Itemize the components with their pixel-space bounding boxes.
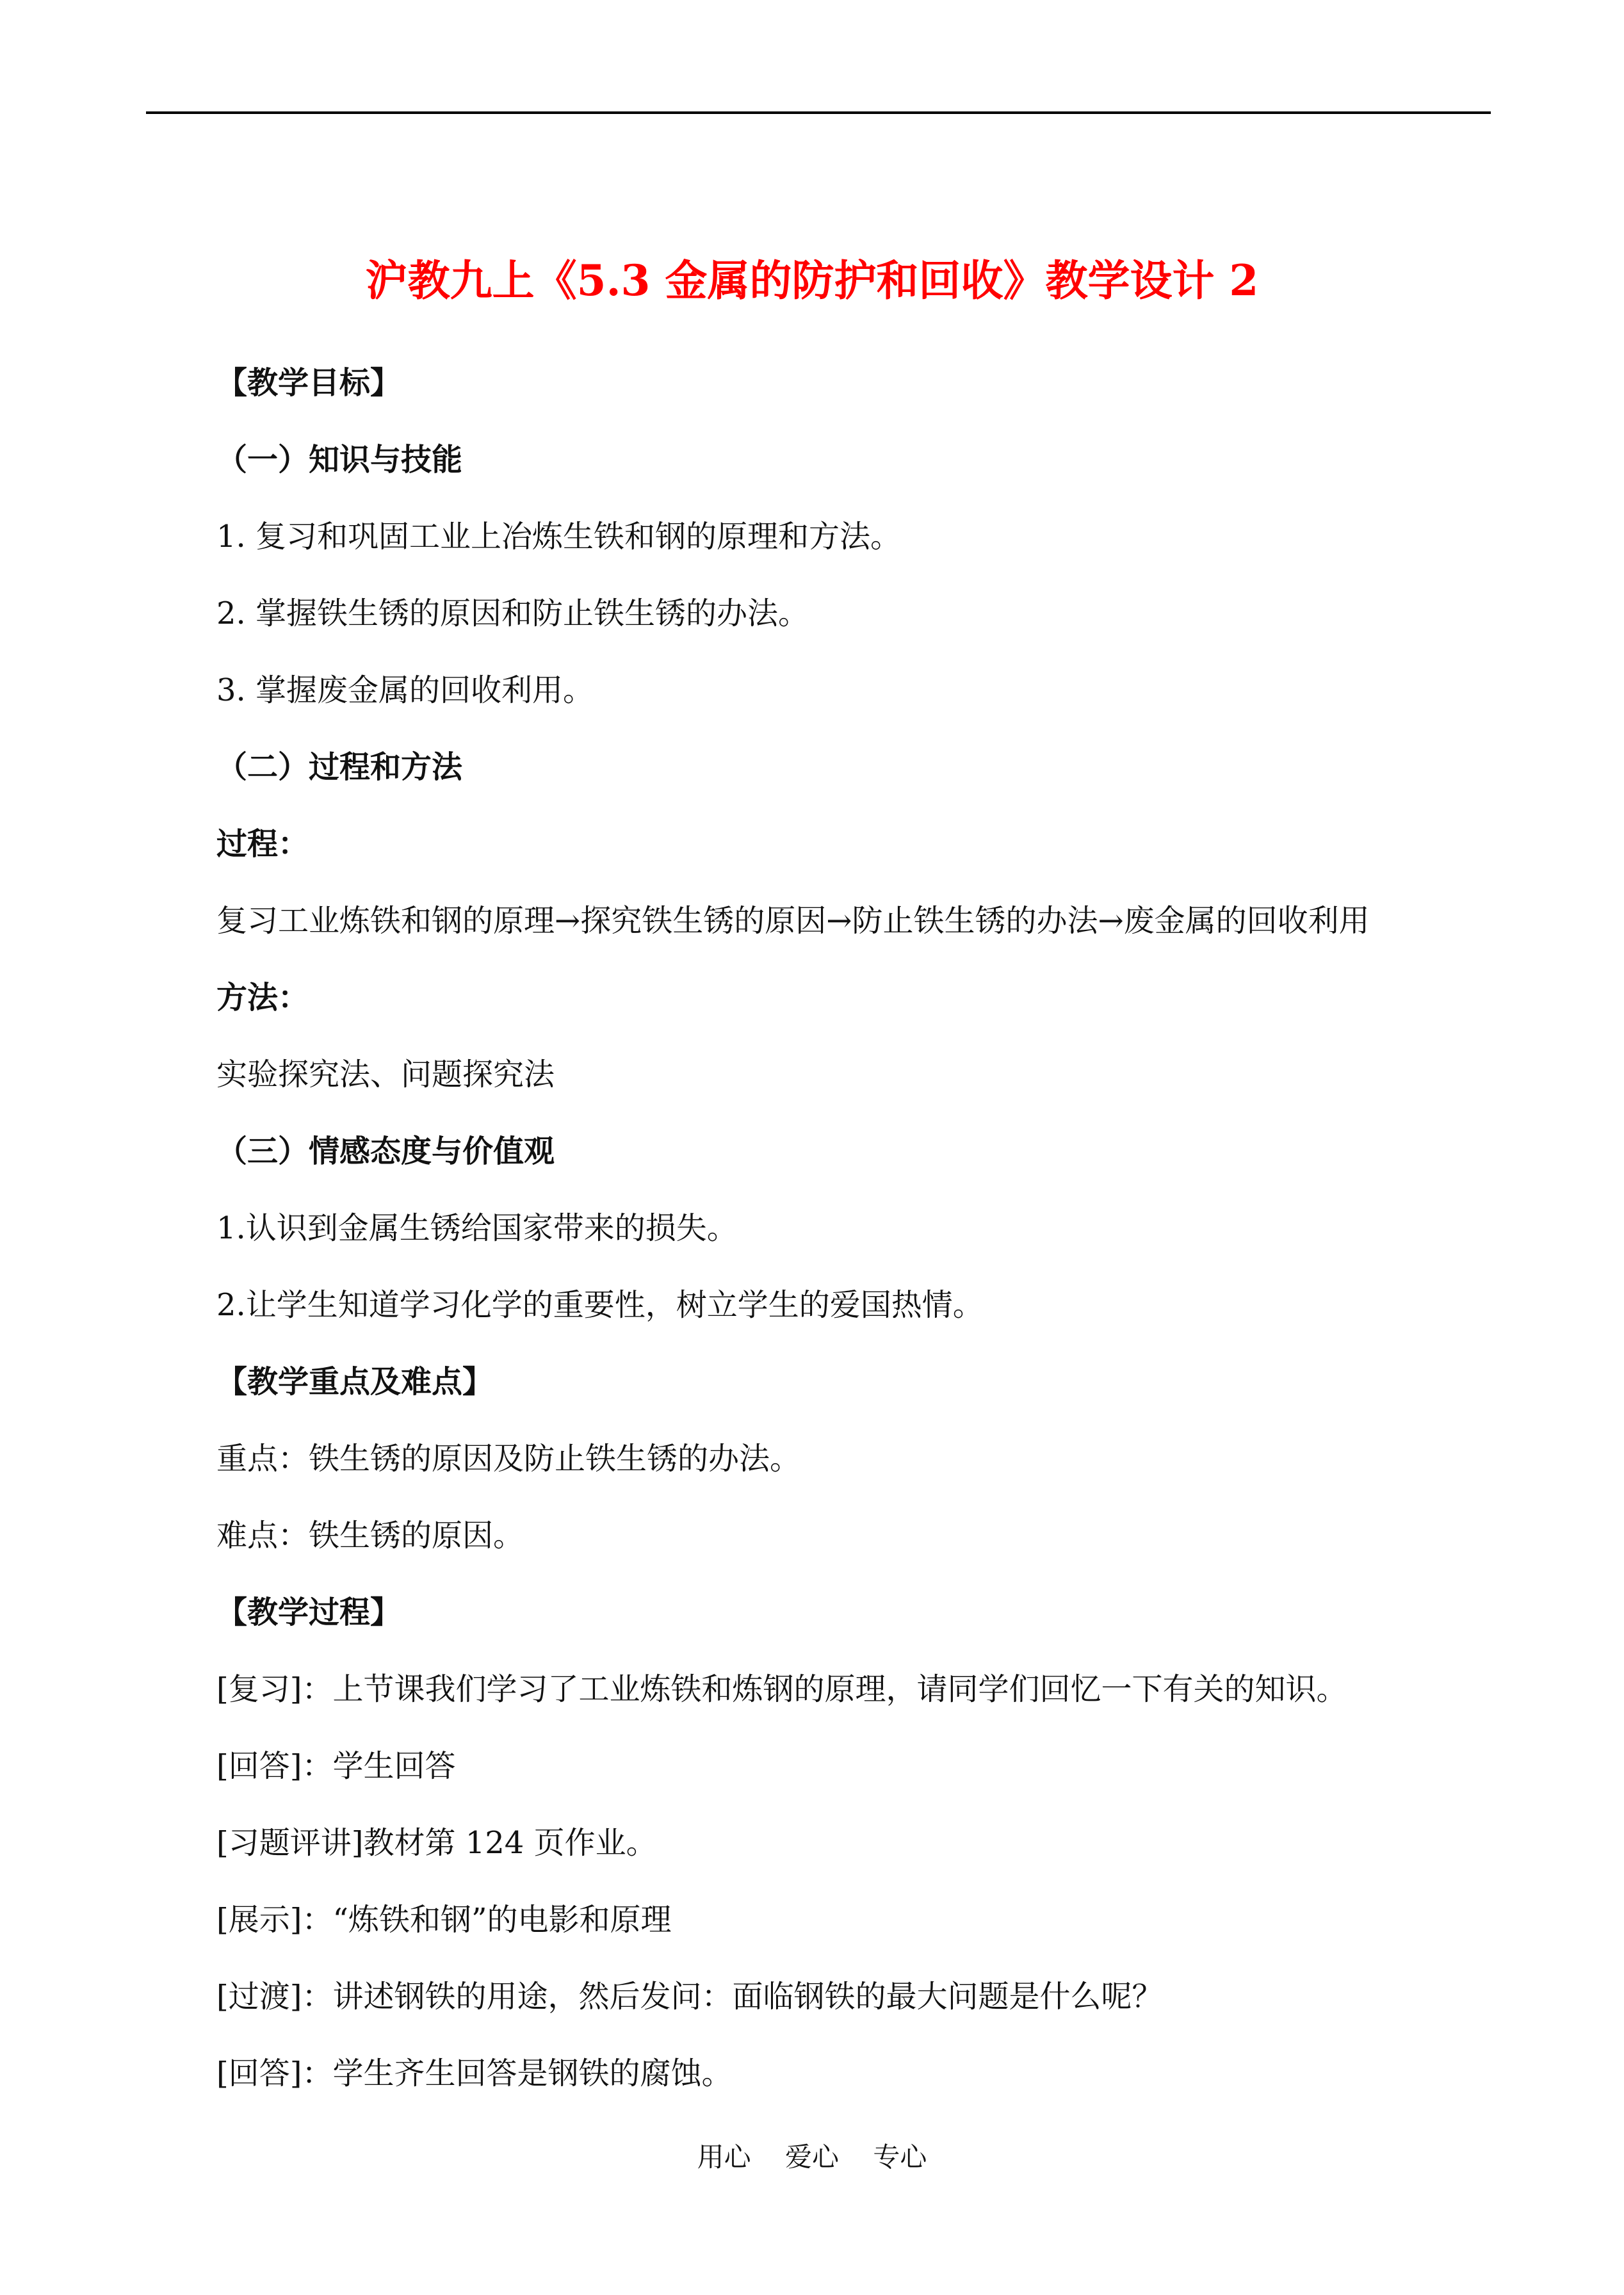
paragraph: [习题评讲]教材第 124 页作业。 (216, 1825, 657, 1861)
subheading-knowledge-skills: （一）知识与技能 (216, 442, 463, 478)
label-process: 过程： (216, 826, 309, 862)
document-body (216, 348, 1497, 2116)
paragraph: 1.认识到金属生锈给国家带来的损失。 (216, 1210, 738, 1246)
label-method: 方法： (216, 980, 309, 1016)
subheading-process-method: （二）过程和方法 (216, 749, 463, 785)
paragraph: [过渡]：讲述钢铁的用途，然后发问：面临钢铁的最大问题是什么呢？ (216, 1979, 1163, 2015)
page-footer: 用心 爱心 专心 (697, 2141, 927, 2173)
paragraph: [复习]：上节课我们学习了工业炼铁和炼钢的原理，请同学们回忆一下有关的知识。 (216, 1671, 1347, 1707)
paragraph: 实验探究法、问题探究法 (216, 1057, 555, 1092)
paragraph: 重点：铁生锈的原因及防止铁生锈的办法。 (216, 1441, 801, 1477)
section-heading-key-points: 【教学重点及难点】 (216, 1364, 494, 1400)
paragraph: 2.让学生知道学习化学的重要性，树立学生的爱国热情。 (216, 1287, 984, 1323)
section-heading-teaching-process: 【教学过程】 (216, 1594, 402, 1630)
paragraph: 1. 复习和巩固工业上冶炼生铁和钢的原理和方法。 (216, 519, 902, 555)
paragraph: 3. 掌握废金属的回收利用。 (216, 672, 594, 708)
paragraph: 难点：铁生锈的原因。 (216, 1518, 524, 1553)
subheading-attitude-values: （三）情感态度与价值观 (216, 1133, 555, 1169)
paragraph: 复习工业炼铁和钢的原理→探究铁生锈的原因→防止铁生锈的办法→废金属的回收利用 (216, 903, 1370, 939)
paragraph: [回答]：学生回答 (216, 1748, 456, 1784)
section-heading-teaching-goals: 【教学目标】 (216, 365, 402, 401)
document-title: 沪教九上《5.3 金属的防护和回收》教学设计 2 (365, 255, 1259, 305)
paragraph: [回答]：学生齐生回答是钢铁的腐蚀。 (216, 2056, 733, 2091)
paragraph: 2. 掌握铁生锈的原因和防止铁生锈的办法。 (216, 596, 809, 631)
header-rule (146, 111, 1491, 114)
paragraph: [展示]：“炼铁和钢”的电影和原理 (216, 1902, 672, 1938)
